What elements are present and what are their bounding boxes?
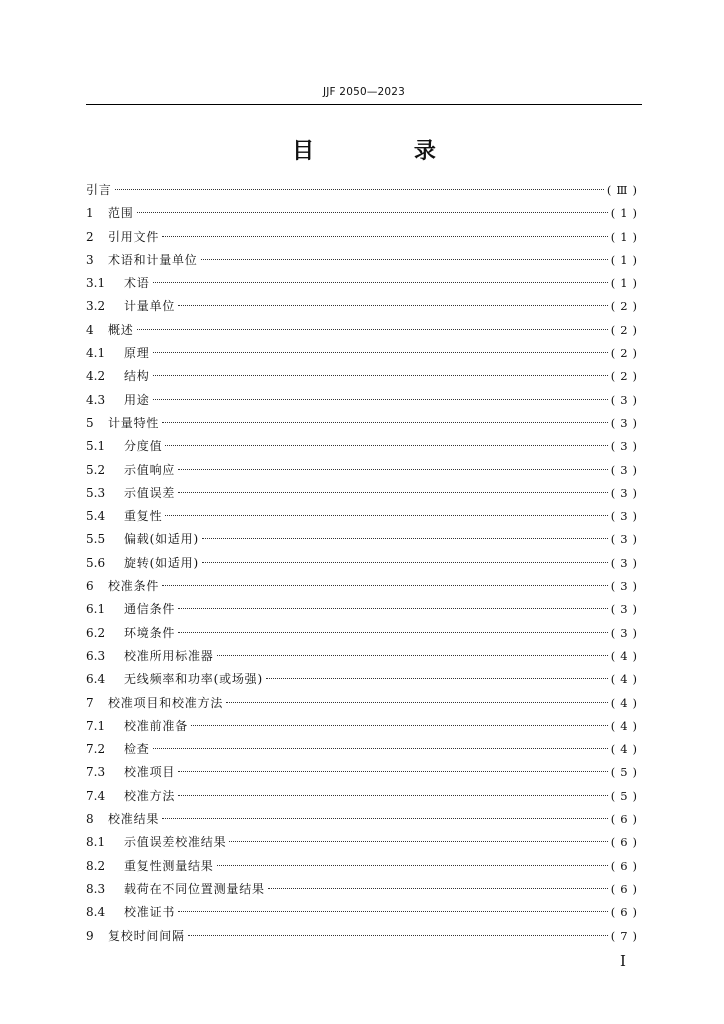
toc-entry-number: 3.1 (86, 276, 106, 291)
toc-entry-page: (4) (610, 718, 642, 733)
document-code-header: JJF 2050—2023 (322, 86, 406, 98)
toc-dot-leader (165, 445, 607, 446)
toc-entry-number: 7 (86, 695, 94, 710)
toc-entry-page: (6) (610, 858, 642, 873)
toc-dot-leader (178, 795, 608, 796)
toc-entry[interactable] (86, 927, 642, 950)
toc-entry-page: (7) (610, 928, 642, 943)
toc-entry[interactable] (86, 694, 642, 717)
toc-entry-number: 8.2 (86, 858, 106, 873)
toc-dot-leader (217, 655, 608, 656)
toc-entry-page: (4) (610, 695, 642, 710)
toc-entry[interactable] (86, 484, 642, 507)
toc-entry-page: (6) (610, 881, 642, 896)
toc-dot-leader (153, 282, 608, 283)
toc-entry[interactable] (86, 251, 642, 274)
toc-entry-number: 6.1 (86, 602, 106, 617)
toc-entry-number: 5.6 (86, 555, 106, 570)
toc-entry-label: 引言 (86, 183, 112, 197)
toc-entry-number: 4 (86, 322, 94, 337)
toc-entry[interactable] (86, 507, 642, 530)
toc-entry[interactable] (86, 274, 642, 297)
toc-entry[interactable] (86, 437, 642, 460)
toc-entry-page: (3) (610, 625, 642, 640)
toc-entry-number: 3 (86, 252, 94, 267)
toc-entry-label: 示值误差校准结果 (124, 835, 227, 850)
toc-entry[interactable] (86, 810, 642, 833)
toc-entry-page: (6) (610, 835, 642, 850)
toc-dot-leader (162, 422, 608, 423)
toc-entry[interactable] (86, 204, 642, 227)
toc-dot-leader (153, 748, 608, 749)
page-number: Ⅰ (620, 952, 626, 970)
toc-dot-leader (202, 538, 608, 539)
toc-dot-leader (178, 305, 608, 306)
toc-dot-leader (178, 632, 608, 633)
toc-entry-page: (3) (610, 579, 642, 594)
toc-dot-leader (188, 935, 608, 936)
toc-entry-label: 旋转(如适用) (124, 555, 199, 570)
toc-entry-label: 载荷在不同位置测量结果 (124, 881, 265, 896)
toc-entry-number: 6.3 (86, 648, 106, 663)
toc-dot-leader (178, 911, 608, 912)
toc-entry-page: (3) (610, 532, 642, 547)
toc-dot-leader (153, 352, 608, 353)
toc-entry-label: 用途 (124, 392, 150, 407)
table-of-contents (86, 181, 642, 950)
toc-entry-page: (2) (610, 322, 642, 337)
toc-entry-label: 示值响应 (124, 462, 176, 477)
toc-entry-label: 重复性测量结果 (124, 858, 214, 873)
toc-entry-number: 5.5 (86, 532, 106, 547)
toc-entry-label: 计量特性 (108, 415, 160, 430)
toc-entry-page: (2) (610, 299, 642, 314)
toc-entry-label: 术语和计量单位 (108, 252, 198, 267)
toc-entry-label: 校准条件 (108, 579, 160, 594)
toc-entry-number: 2 (86, 229, 94, 244)
toc-entry-label: 校准结果 (108, 812, 160, 827)
toc-dot-leader (201, 259, 608, 260)
toc-entry-number: 5.1 (86, 439, 106, 454)
toc-dot-leader (229, 841, 607, 842)
toc-entry[interactable] (86, 321, 642, 344)
toc-entry-page: (1) (610, 276, 642, 291)
toc-dot-leader (191, 725, 608, 726)
toc-entry-number: 8.1 (86, 835, 106, 850)
toc-entry[interactable] (86, 414, 642, 437)
toc-entry[interactable] (86, 181, 642, 204)
toc-entry-number: 6.2 (86, 625, 106, 640)
toc-entry-page: (4) (610, 672, 642, 687)
toc-dot-leader (268, 888, 608, 889)
toc-dot-leader (162, 818, 608, 819)
toc-entry-page: (6) (610, 812, 642, 827)
toc-entry-label: 重复性 (124, 509, 163, 524)
toc-dot-leader (115, 189, 604, 190)
toc-entry-page: (1) (610, 206, 642, 221)
toc-entry-label: 分度值 (124, 439, 163, 454)
toc-entry-page: (4) (610, 742, 642, 757)
toc-entry-number: 7.1 (86, 718, 106, 733)
toc-entry-page: (3) (610, 555, 642, 570)
toc-entry-page: (4) (610, 648, 642, 663)
toc-entry[interactable] (86, 833, 642, 856)
toc-entry-label: 检查 (124, 742, 150, 757)
toc-entry[interactable] (86, 530, 642, 553)
toc-entry-number: 5 (86, 415, 94, 430)
toc-entry[interactable] (86, 880, 642, 903)
toc-entry-label: 校准项目和校准方法 (108, 695, 224, 710)
toc-entry-number: 7.3 (86, 765, 106, 780)
toc-entry-page: (3) (610, 509, 642, 524)
toc-entry[interactable] (86, 367, 642, 390)
toc-entry-number: 4.1 (86, 346, 106, 361)
toc-entry-page: (2) (610, 346, 642, 361)
toc-entry-label: 原理 (124, 346, 150, 361)
toc-dot-leader (137, 329, 608, 330)
toc-entry-number: 4.2 (86, 369, 106, 384)
toc-entry-number: 8.3 (86, 881, 106, 896)
toc-dot-leader (153, 375, 608, 376)
toc-entry-number: 8 (86, 812, 94, 827)
toc-entry[interactable] (86, 787, 642, 810)
page-title: 目 录 (292, 138, 482, 164)
toc-entry-label: 校准方法 (124, 788, 176, 803)
toc-dot-leader (162, 585, 608, 586)
toc-entry-label: 范围 (108, 206, 134, 221)
toc-entry[interactable] (86, 624, 642, 647)
toc-entry-number: 1 (86, 206, 94, 221)
toc-entry-number: 6 (86, 579, 94, 594)
toc-dot-leader (162, 236, 608, 237)
toc-entry-number: 4.3 (86, 392, 106, 407)
toc-dot-leader (178, 608, 608, 609)
toc-entry-page: (3) (610, 392, 642, 407)
toc-entry-label: 示值误差 (124, 485, 176, 500)
toc-entry-page: (2) (610, 369, 642, 384)
header-rule (86, 104, 642, 105)
toc-entry[interactable] (86, 577, 642, 600)
toc-entry-number: 6.4 (86, 672, 106, 687)
toc-entry-number: 7.4 (86, 788, 106, 803)
toc-entry-label: 概述 (108, 322, 134, 337)
toc-entry-page: (3) (610, 602, 642, 617)
toc-entry-page: (3) (610, 485, 642, 500)
toc-entry[interactable] (86, 228, 642, 251)
toc-dot-leader (226, 702, 608, 703)
toc-dot-leader (178, 469, 608, 470)
toc-entry-page: (3) (610, 439, 642, 454)
toc-entry-label: 计量单位 (124, 299, 176, 314)
toc-entry-number: 7.2 (86, 742, 106, 757)
toc-entry-page: (5) (610, 765, 642, 780)
toc-entry-page: (Ⅲ) (606, 183, 642, 197)
toc-entry[interactable] (86, 670, 642, 693)
toc-entry[interactable] (86, 600, 642, 623)
toc-entry[interactable] (86, 647, 642, 670)
toc-entry-label: 复校时间间隔 (108, 928, 185, 943)
toc-dot-leader (153, 399, 608, 400)
toc-entry-page: (3) (610, 415, 642, 430)
toc-entry-label: 术语 (124, 276, 150, 291)
toc-entry-number: 9 (86, 928, 94, 943)
toc-entry-page: (6) (610, 905, 642, 920)
toc-entry-page: (5) (610, 788, 642, 803)
toc-entry-label: 校准前准备 (124, 718, 189, 733)
toc-entry-number: 5.2 (86, 462, 106, 477)
toc-entry[interactable] (86, 554, 642, 577)
toc-dot-leader (178, 771, 608, 772)
toc-entry-page: (3) (610, 462, 642, 477)
toc-entry-label: 偏载(如适用) (124, 532, 199, 547)
toc-dot-leader (202, 562, 608, 563)
toc-entry-label: 校准项目 (124, 765, 176, 780)
toc-entry-label: 校准所用标准器 (124, 648, 214, 663)
toc-entry[interactable] (86, 857, 642, 880)
toc-entry-page: (1) (610, 229, 642, 244)
toc-entry-label: 引用文件 (108, 229, 160, 244)
toc-entry-label: 校准证书 (124, 905, 176, 920)
toc-entry[interactable] (86, 461, 642, 484)
toc-entry-label: 通信条件 (124, 602, 176, 617)
toc-entry[interactable] (86, 344, 642, 367)
toc-dot-leader (137, 212, 608, 213)
toc-dot-leader (165, 515, 607, 516)
toc-entry-label: 结构 (124, 369, 150, 384)
toc-entry-number: 3.2 (86, 299, 106, 314)
toc-entry[interactable] (86, 903, 642, 926)
toc-entry[interactable] (86, 740, 642, 763)
toc-entry[interactable] (86, 717, 642, 740)
toc-entry[interactable] (86, 763, 642, 786)
toc-entry-label: 无线频率和功率(或场强) (124, 672, 263, 687)
toc-entry-page: (1) (610, 252, 642, 267)
toc-entry-number: 5.3 (86, 485, 106, 500)
toc-dot-leader (178, 492, 608, 493)
toc-dot-leader (217, 865, 608, 866)
toc-dot-leader (266, 678, 608, 679)
toc-entry-number: 8.4 (86, 905, 106, 920)
toc-entry[interactable] (86, 297, 642, 320)
toc-entry[interactable] (86, 391, 642, 414)
toc-entry-label: 环境条件 (124, 625, 176, 640)
toc-entry-number: 5.4 (86, 509, 106, 524)
